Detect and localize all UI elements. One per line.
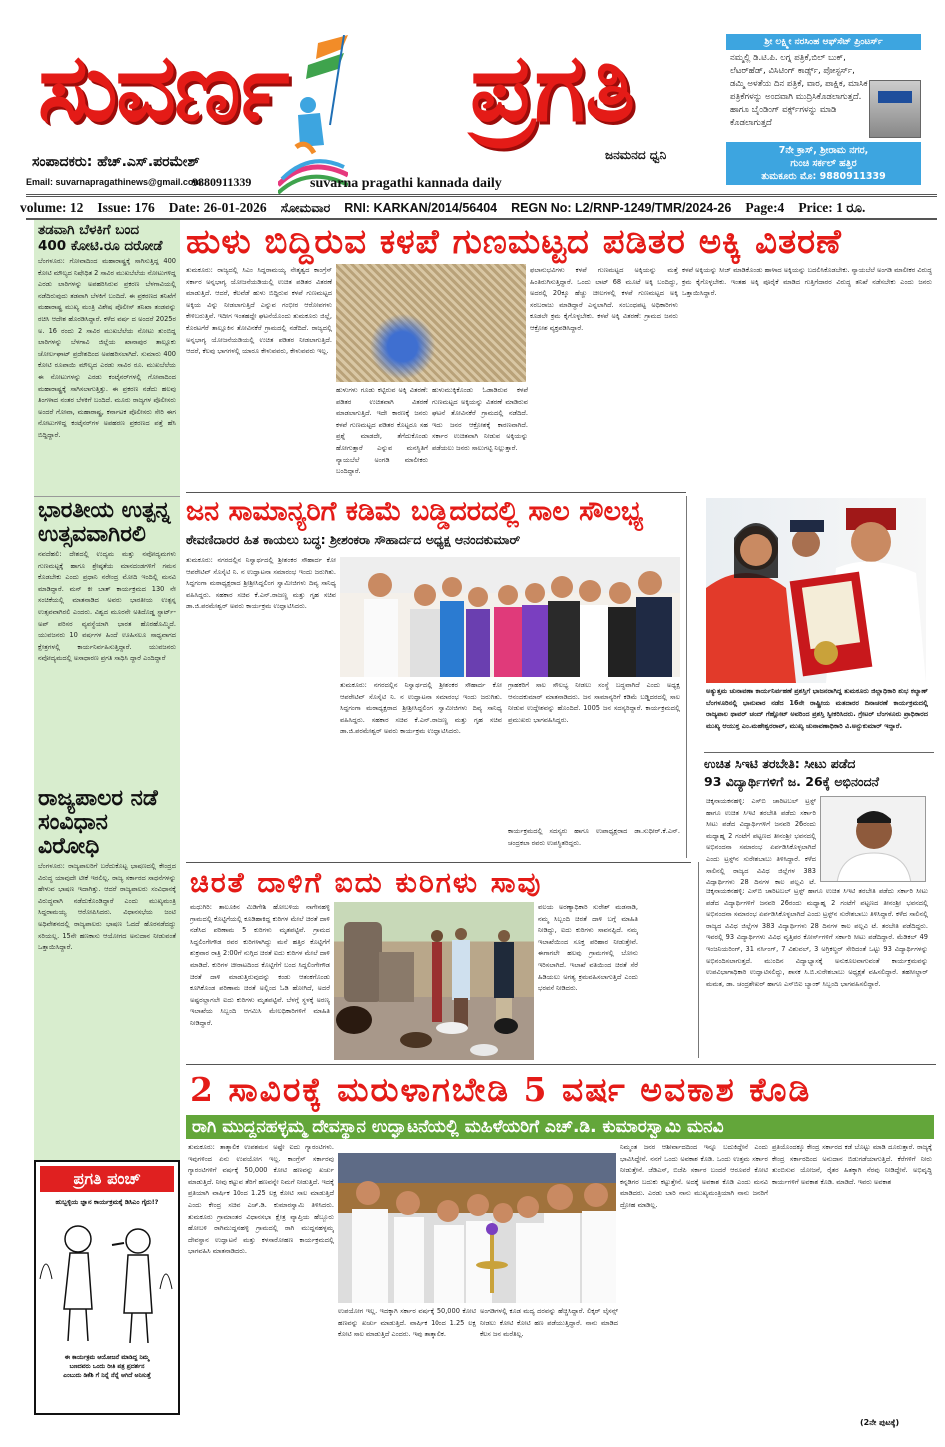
- award-ceremony-photo: [706, 498, 926, 683]
- person-portrait-photo: [820, 796, 926, 882]
- story-body: ಬೆಂಗಳೂರು: ಗೋವಾದಿಂದ ಮಹಾರಾಷ್ಟ್ರಕ್ಕೆ ಸಾಗಿಸುತ್ತಿದ್ದ 400 ಕೋಟಿ ಮೌಲ್ಯದ ನಿಷೇಧಿತ 2 ಸಾವಿರ ಮುಖಬೆಲೆಯ ನೋಟುಗಳಿದ್ದ ಎರಡು ಲಾರಿಗಳನ್ನು ಅಪಹರಿಸಿರುವ ಪ್ರಕರಣ ಬೆಳಗಾವಿಯಲ್ಲಿ ನಡೆದಿರುವುದು ತಡವಾಗಿ ಬೆಳಕಿಗೆ ಬಂದಿದೆ. ಈ ಪ್ರಕರಣದ ತನಿಖೆಗೆ ಮಹಾರಾಷ್ಟ್ರ ಮುಖ್ಯ ಮಂತ್ರಿ ವಿಶೇಷ ಪೊಲೀಸ್ ತನಿಖಾ ತಂಡವನ್ನು ರಚಿಸಿ ಆದೇಶ ಹೊರಡಿಸಿದ್ದಾರೆ. ಕಳೆದ ವರ್ಷ ದ ಅಂದರೆ 2025ರ ಅ. 16 ರಂದು 2 ಸಾವಿರ ಮುಖಬೆಲೆಯ ನೋಟು ತುಂಬಿದ್ದ ಲಾರಿಗಳನ್ನು ಬೆಳಗಾವಿ ಜಿಲ್ಲೆಯ ಖಾನಾಪುರ ತಾಲ್ಲೂಕು ಚೋರ್ಲಘಾಟ್ ಪ್ರದೇಶದಿಂದ ಅಪಹರಿಸಲಾಗಿದೆ. ಸುಮಾರು 400 ಕೋಟಿ ರೂಪಾಯಿ ಮೌಲ್ಯದ ಎರಡು ಸಾವಿರ ರೂ. ಮುಖಬೆಲೆಯ ಈ ನೋಟುಗಳನ್ನು ಎರಡು ಕಂಟೈನರ್‌ಗಳಲ್ಲಿ ಗೋವಾದಿಂದ ಮಹಾರಾಷ್ಟ್ರಕ್ಕೆ ಸಾಗಿಸಲಾಗುತ್ತಿತ್ತು. ಈ ಪ್ರಕರಣ ನಡೆದು ಹಲವು ತಿಂಗಳಾದ ನಂತರ ಬೆಳಕಿಗೆ ಬಂದಿದೆ. ಮೂರು ರಾಜ್ಯಗಳ ಪೊಲೀಸರು ಅಂದರೆ ಗೋವಾ, ಮಹಾರಾಷ್ಟ್ರ, ಕರ್ನಾಟಕ ಪೊಲೀಸರು ಸೇರಿ ಈಗ ನೋಟುಗಳಿದ್ದ ಕಂಟೈನರ್‌ಗಳ ಅಪಹರಣ ಪ್ರಕರಣದ ಪತ್ತೆ ಹೆಸಿ ಬಿದ್ದಿದ್ದಾರೆ.: [38, 257, 176, 439]
- loan-story-column: ಕಾರ್ಯಕ್ರಮದಲ್ಲಿ ಸದಸ್ಯರು ಹಾಗೂ ಉಪಾಧ್ಯಕ್ಷರಾದ ಡಾ.ಸುಧೀರ್.ಕೆ.ಎನ್. ಚಂದ್ರಕಲಾ ರವರು ಉಪಸ್ಥಿತರಿದ್ದರು.: [508, 827, 680, 847]
- weekday: ಸೋಮವಾರ: [280, 200, 331, 215]
- story-headline: [34, 785, 180, 861]
- cartoon-title: ಪ್ರಗತಿ ಪಂಚ್: [40, 1166, 174, 1192]
- pragati-punch-cartoon: [34, 1160, 180, 1415]
- issue-date: Date: 26-01-2026: [168, 200, 267, 215]
- printer-advertisement: [726, 34, 921, 196]
- issue-number: Issue: 176: [97, 200, 155, 215]
- award-caption: ಅತ್ಯುತ್ತಮ ಚುನಾವಣಾ ಕಾರ್ಯನಿರ್ವಹಣೆ ಪ್ರಶಸ್ತಿಗೆ ಭಾಜನರಾಗಿದ್ದ ತುಮಕೂರು ಜಿಲ್ಲಾಧಿಕಾರಿ ಶುಭ ಕಲ್ಯಾಣ್ ಬೆಂಗಳೂರಿನಲ್ಲಿ ಭಾನುವಾರ ನಡೆದ 16ನೇ ರಾಷ್ಟ್ರೀಯ ಮತದಾರರ ದಿನಾಚರಣೆ ಕಾರ್ಯಕ್ರಮದಲ್ಲಿ ರಾಜ್ಯಪಾಲ ಥಾವರ್ ಚಂದ್ ಗೆಹ್ಲೋಟ್ ಅವರಿಂದ ಪ್ರಶಸ್ತಿ ಸ್ವೀಕರಿಸಿದರು. ಗ್ರೇಟರ್ ಬೆಂಗಳೂರು ಪ್ರಾಧಿಕಾರದ ಮುಖ್ಯ ಆಯುಕ್ತ ಎಂ.ಮಹೇಶ್ವರರಾವ್, ಮುಖ್ಯ ಚುನಾವಣಾಧಿಕಾರಿ ವಿ.ಅನ್ಬುಕುಮಾರ್ ಇದ್ದಾರೆ.: [706, 687, 928, 730]
- hdk-story-column: ಅಂಗಡಿಗಳಲ್ಲಿ ಕೂಡ ಮದ್ಯ ದರವನ್ನು ಹೆಚ್ಚಿಸಿದ್ದಾರೆ. ಲಿಕ್ಕರ್ ಲೈಸನ್ಸ್ ನೀಡಲು ಕೋಟಿ ಕೋಟಿ ಹಣ ಪಡೆಯುತ್ತಿದ್ದಾರೆ. ನಾನು ಮಾಡಿದ ಕೆಲಸ ಜನ ಮರೆತಿಲ್ಲ.: [480, 1307, 618, 1339]
- headline-line: ಉತ್ಸವವಾಗಿರಲಿ: [38, 522, 146, 547]
- rni-number: RNI: KARKAN/2014/56404: [344, 201, 498, 215]
- leopard-story-column: ಮಧುಗಿರಿ: ತಾಲೂಕಿನ ಮಿಡಿಗೇಶಿ ಹೋಬಳಿಯ ನಾಗೇನಹಳ್ಳಿ ಗ್ರಾಮದಲ್ಲಿ ಕೊಟ್ಟಿಗೆಯಲ್ಲಿ ಕೂಡಿಹಾಕಿದ್ದ ಕುರಿಗಳ ಮೇಲೆ ಚಿರತೆ ದಾಳಿ ನಡೆಸಿದ ಪರಿಣಾಮ 5 ಕುರಿಗಳು ಮೃತಪಟ್ಟಿವೆ. ಗ್ರಾಮದ ಸಿದ್ದಲಿಂಗೇಗೌಡ ರವರ ಕುರಿಗಳಾಗಿದ್ದು ಮನೆ ಹತ್ತಿರ ಕೊಟ್ಟಿಗೆಗೆ ಶುಕ್ರವಾರ ರಾತ್ರಿ 2:00ಗೆ ನುಗ್ಗಿದ ಚಿರತೆ ಐದು ಕುರಿಗಳ ಮೇಲೆ ದಾಳಿ ಮಾಡಿದೆ. ಕುರಿಗಳ ಚೀರಾಟದಿಂದ ಕೊಟ್ಟಿಗೆಗೆ ಬಂದ ಸಿದ್ದಲಿಂಗೇಗೌಡ ಚಿರತೆ ದಾಳಿ ಮಾಡುತ್ತಿರುವುದನ್ನು ಕಂಡು ಆತಂಕಗೊಂಡು ಕೂಗಿಕೊಂಡ ಪರಿಣಾಮ ಚಿರತೆ ಅಲ್ಲಿಂದ ಓಡಿ ಹೋಗಿದೆ, ಅದರೆ ಅಷ್ಟರಲ್ಲಾಗಲೇ ಐದು ಕುರಿಗಳು ಮೃತಪಟ್ಟಿವೆ. ಬೆಳಗ್ಗೆ ಸ್ಥಳಕ್ಕೆ ಅರಣ್ಯ ಇಲಾಖೆಯ ಸಿಬ್ಬಂದಿ ಆಗಮಿಸಿ ಮೇಲಧಿಕಾರಿಗಳಿಗೆ ಮಾಹಿತಿ ನೀಡಿದ್ದಾರೆ.: [190, 903, 330, 1027]
- cartoon-caption-top: ಹುಬ್ಬಳ್ಳಿಯ ಜ್ಞಾನ ಕಾರ್ಯಕ್ರಮಕ್ಕೆ ಡಿಸಿಎಂ ಗೈರು!?: [55, 1198, 159, 1206]
- phone-number: 9880911339: [192, 175, 252, 189]
- headline-line: ಸಂವಿಧಾನ ವಿರೋಧಿ: [38, 810, 108, 859]
- story-headline: [34, 496, 180, 549]
- story-headline: [34, 220, 180, 256]
- masthead-tagline: ಜನಮನದ ಧ್ವನಿ: [605, 148, 667, 162]
- leopard-attack-photo: [334, 902, 534, 1060]
- lead-headline: ಹುಳು ಬಿದ್ದಿರುವ ಕಳಪೆ ಗುಣಮಟ್ಟದ ಪಡಿತರ ಅಕ್ಕಿ ವಿತರಣೆ: [186, 222, 842, 262]
- email-address[interactable]: Email: suvarnapragathinews@gmail.com: [26, 177, 202, 187]
- editor-name: ಸಂಪಾದಕರು: ಹೆಚ್.ಎಸ್.ಪರಮೇಶ್: [32, 154, 200, 170]
- hdk-story-column: ತುಮಕೂರು: ತಾತ್ಕಾಲಿಕ ಉಪಶಮನ ಅಷ್ಟೇ ಐದು ಗ್ಯಾರಂಟಿಗಳು. ಇವುಗಳಿಂದ ಏನು ಉಪಯೋಗ ಇಲ್ಲ. ಕಾಂಗ್ರೆಸ್ ಸರ್ಕಾರವು ಗ್ಯಾರಂಟಿಗಳಿಗೆ ವರ್ಷಕ್ಕೆ 50,000 ಕೋಟಿ ಹಣವನ್ನು ಖರ್ಚು ಮಾಡುತ್ತಿದೆ. ನೀವು ಕಟ್ಟುವ ತೆರಿಗೆ ಹಣವನ್ನೇ ನಿಮಗೆ ನೀಡುತ್ತಿದೆ. ಇದಕ್ಕೆ ಪ್ರತಿಯಾಗಿ ವಾರ್ಷಿಕ 10ಂದ 1.25 ಲಕ್ಷ ಕೋಟಿ ಸಾಲ ಮಾಡುತ್ತಿದೆ ಎಂದು ಕೇಂದ್ರ ಸಚಿವ ಎಚ್.ಡಿ. ಕುಮಾರಸ್ವಾಮಿ ತಿಳಿಸಿದರು. ತುಮಕೂರು ಗ್ರಾಮಾಂತರ ವಿಧಾನಸಭಾ ಕ್ಷೇತ್ರ ವ್ಯಾಪ್ತಿಯ ಹೆಬ್ಬೂರು ಹೋಬಳಿ ರಾಗಿಮುದ್ದನಹಳ್ಳಿ ಗ್ರಾಮದಲ್ಲಿ ರಾಗಿ ಮುದ್ದನಹಳ್ಳಮ್ಮ ದೇವಸ್ಥಾನ ಉದ್ಘಾಟನೆ ಮತ್ತು ಕಳಸಾರೋಹಣ ಕಾರ್ಯಕ್ರಮದಲ್ಲಿ ಭಾಗವಹಿಸಿ ಮಾತನಾಡಿದರು.: [188, 1143, 334, 1256]
- volume: volume: 12: [20, 200, 84, 215]
- lamp-lighting-icon: [338, 1153, 616, 1303]
- group-people-icon: [340, 557, 680, 677]
- continued-on-page: (2ನೇ ಪುಟಕ್ಕೆ): [860, 1418, 900, 1427]
- temple-inauguration-photo: [338, 1153, 616, 1303]
- section-divider: [186, 492, 686, 493]
- regn-number: REGN No: L2/RNP-1249/TMR/2024-26: [511, 201, 732, 215]
- photo-caption: ಹುಳುಗಳು ಗೂಡು ಕಟ್ಟಿರುವ ಅಕ್ಕಿ ವಿತರಣೆ: ಪಡಿತರ ಉಚಿತವಾಗಿ ವಿತರಣೆ ಮಾಡಲಾಗುತ್ತಿದೆ. ಇದೇ ಕಾರಣಕ್ಕೆ ಜನರು ಕಳಪೆ ಗುಣಮಟ್ಟದ ಪಡಿತರ ಕೊಟ್ಟರೂ ಸಹ ಪ್ರಶ್ನೆ ಮಾಡದೇ, ತೆಗೆದುಕೊಂಡು ಹೋಗುತ್ತಾರೆ ಎನ್ನುವ ಮನಸ್ಥಿತಿಗೆ ನ್ಯಾಯಬೆಲೆ ಅಂಗಡಿ ಮಾಲೀಕರು ಬಂದಿದ್ದಾರೆ.: [336, 386, 428, 476]
- flag-runner-logo-icon: [278, 35, 348, 195]
- price: Price: 1 ರೂ.: [798, 200, 866, 215]
- loan-story-column: ತುಮಕೂರು: ನಗರದಲ್ಲಿನ ನಿಸ್ವಾರ್ಥದಲ್ಲಿ ಶ್ರೀಶಂಕರ ಸೌಹಾರ್ದ ಕೋ ಆಪರೇಟಿವ್ ಸೊಸೈಟಿ ನಿ. ನ ಉದ್ಘಾಟನಾ ಸಮಾರಂಭ ಇಂದು ಜರುಗಿತು. ಸಿದ್ದಗಂಗಾ ಮಠಾಧ್ಯಕ್ಷರಾದ ಶ್ರೀಶ್ರೀಸಿದ್ದಲಿಂಗ ಸ್ವಾಮೀಜಿಗಳು ದಿವ್ಯ ಸಾನಿಧ್ಯ ವಹಿಸಿದ್ದರು. ಸಹಕಾರ ಸಚಿವ ಕೆ.ಎನ್.ರಾಜಣ್ಣ ಮತ್ತು ಗೃಹ ಸಚಿವ ಡಾ.ಜಿ.ಪರಮೇಶ್ವರ್ ಅವರು ಕಾರ್ಯಕ್ರಮ ಉದ್ಘಾಟಿಸಿದರು.: [340, 681, 502, 736]
- award-presentation-icon: [706, 498, 926, 683]
- loan-story-column: ಗ್ರಾಹಕರಿಗೆ ಸಾಲ ಸೌಲಭ್ಯ ನೀಡಲು ಸಂಸ್ಥೆ ಬದ್ಧವಾಗಿದೆ ಎಂದು ಅಧ್ಯಕ್ಷ ಆನಂದಕುಮಾರ್ ಮಾತನಾಡಿದರು. ಜನ ಸಾಮಾನ್ಯರಿಗೆ ಕಡಿಮೆ ಬಡ್ಡಿದರದಲ್ಲಿ ಸಾಲ ನೀಡುವ ಉದ್ದೇಶವನ್ನು ಹೊಂದಿದೆ. 1005 ಜನ ಸದಸ್ಯರಿದ್ದಾರೆ. ಕಾರ್ಯಕ್ರಮದಲ್ಲಿ ಪ್ರಮುಖರು ಭಾಗವಹಿಸಿದ್ದರು.: [508, 681, 680, 724]
- ad-body-text: ನಮ್ಮಲ್ಲಿ ಡಿ.ಟಿ.ಪಿ. ಲಗ್ನ ಪತ್ರಿಕೆ,ಬಿಲ್ ಬುಕ್, ಲೆಟರ್‌ಹೆಡ್, ವಿಸಿಟಿಂಗ್ ಕಾರ್ಡ್ಸ್, ಪೋಸ್ಟರ್ಸ್, ಡಮ್ಮಿ ಅಳತೆಯ ದಿನ ಪತ್ರಿಕೆ, ವಾರ, ಪಾಕ್ಷಿಕ, ಮಾಸಿಕ ಪತ್ರಿಕೆಗಳನ್ನು ಅಂದವಾಗಿ ಮುದ್ರಿಸಿಕೊಡಲಾಗುತ್ತದೆ. ಹಾಗೂ ಬೈಂಡಿಂಗ್ ವರ್ಕ್ಸ್‌ಗಳನ್ನು ಮಾಡಿ ಕೊಡಲಾಗುತ್ತದೆ: [730, 53, 868, 128]
- loan-story-column: ತುಮಕೂರು: ನಗರದಲ್ಲಿನ ನಿಸ್ವಾರ್ಥದಲ್ಲಿ ಶ್ರೀಶಂಕರ ಸೌಹಾರ್ದ ಕೋ ಆಪರೇಟಿವ್ ಸೊಸೈಟಿ ನಿ. ನ ಉದ್ಘಾಟನಾ ಸಮಾರಂಭ ಇಂದು ಜರುಗಿತು. ಸಿದ್ದಗಂಗಾ ಮಠಾಧ್ಯಕ್ಷರಾದ ಶ್ರೀಶ್ರೀಸಿದ್ದಲಿಂಗ ಸ್ವಾಮೀಜಿಗಳು ದಿವ್ಯ ಸಾನಿಧ್ಯ ವಹಿಸಿದ್ದರು. ಸಹಕಾರ ಸಚಿವ ಕೆ.ಎನ್.ರಾಜಣ್ಣ ಮತ್ತು ಗೃಹ ಸಚಿವ ಡಾ.ಜಿ.ಪರಮೇಶ್ವರ್ ಅವರು ಕಾರ್ಯಕ್ರಮ ಉದ್ಘಾಟಿಸಿದರು.: [186, 556, 336, 611]
- leopard-story-column: ವಲಯ ಅರಣ್ಯಾಧಿಕಾರಿ ಸುರೇಶ್ ಮಡನಾಡಿ, ನಮ್ಮ ಸಿಬ್ಬಂದಿ ಚಿರತೆ ದಾಳಿ ಬಗ್ಗೆ ಮಾಹಿತಿ ನೀಡಿದ್ದು, ಐದು ಕುರಿಗಳು ಸಾವನಪ್ಪಿದೆ. ನಮ್ಮ ಇಲಾಖೆಯಿಂದ ಸೂಕ್ತ ಪರಿಹಾರ ನೀಡುತ್ತೇವೆ. ಈಗಾಗಲೇ ಹಲವು ಗ್ರಾಮಗಳಲ್ಲಿ ಬೋನು ಇರಿಸಲಾಗಿದೆ. ಇಲಾಖೆ ವತಿಯಿಂದ ಚಿರತೆ ಸೆರೆ ಹಿಡಿಯಲು ಅಗತ್ಯ ಕ್ರಮವಹಿಸಲಾಗುತ್ತಿದೆ ಎಂದು ಭರವಸೆ ನೀಡಿದರು.: [538, 903, 638, 993]
- sheep-carcasses-icon: [334, 902, 534, 1060]
- headline-line: 93 ವಿದ್ಯಾರ್ಥಿಗಳಿಗೆ ಜ. 26ಕ್ಕೆ ಅಭಿನಂದನೆ: [704, 774, 879, 789]
- english-tagline: suvarna pragathi kannada daily: [310, 176, 502, 191]
- lead-story-column: ಫಲಾನುಭವಿಗಳು ಕಳಪೆ ಗುಣಮಟ್ಟದ ಅಕ್ಕಿಯನ್ನು ಮತ್ತೆ ಹಿಂತಿರುಗಿಸುತ್ತಿದ್ದಾರೆ. ಒಂದು ಲಾಟ್ 68 ಮೂಟೆ ಅಕ್ಕಿ ಬಂದಿದ್ದು, ಅದರಲ್ಲಿ 20ಕ್ಕೂ ಹೆಚ್ಚು ಚೀಲಗಳಲ್ಲಿ ಕಳಪೆ ಗುಣಮಟ್ಟದ ಅಕ್ಕಿ ಸರಬರಾಜು ಮಾಡಿದ್ದಾರೆ ಎನ್ನಲಾಗಿದೆ. ಸಂಬಂಧಪಟ್ಟ ಅಧಿಕಾರಿಗಳು ಕೂಡಲೇ ಕ್ರಮ ಕೈಗೊಳ್ಳಬೇಕು. ಕಳಪೆ ಅಕ್ಕಿ ವಿತರಣೆ: ಗ್ರಾಮದ ಜನರು ಆಕ್ರೋಶ ವ್ಯಕ್ತಪಡಿಸಿದ್ದಾರೆ.: [530, 266, 678, 332]
- cet-story-column: ಚಿಕ್ಕನಾಯಕನಹಳ್ಳಿ: ಎಸ್‌ಬಿ ಚಾರಿಟಬಲ್ ಟ್ರಸ್ಟ್ ಹಾಗೂ ಉಚಿತ ಸಿಇಟಿ ತರಬೇತಿ ಪಡೆದು ಸರ್ಕಾರಿ ಸೀಟು ಪಡೆದ ವಿದ್ಯಾರ್ಥಿಗಳಿಗೆ ಜನವರಿ 26ರಂದು ಮಧ್ಯಾಹ್ನ 2 ಗಂಟೆಗೆ ಪಟ್ಟಣದ ತೀನಂಶ್ರೀ ಭವನದಲ್ಲಿ ಅಭಿನಂದನಾ ಸಮಾರಂಭ ಏರ್ಪಡಿಸಿಕೊಳ್ಳಲಾಗಿದೆ ಎಂದು ಟ್ರಸ್ಟ್‌ನ ಸುರೇಶಬಾಬು ತಿಳಿಸಿದ್ದಾರೆ. ಕಳೆದ ಸಾಲಿನಲ್ಲಿ ರಾಜ್ಯದ ವಿವಿಧ ಜಿಲ್ಲೆಗಳ 383 ವಿದ್ಯಾರ್ಥಿಗಳು 28 ದಿನಗಳ ಕಾಲ ಪಲ್ಲವಿ ಟೆ. ತರಬೇತಿ ಪಡೆದಿದ್ದರು. ಇವರಲ್ಲಿ 93 ವಿದ್ಯಾರ್ಥಿಗಳು ವಿವಿಧ ವೃತ್ತಿಪರ ಕೋರ್ಸ್‌ಗಳಿಗೆ ಸರ್ಕಾರಿ ಸೀಟು ಪಡೆದಿದ್ದಾರೆ. ಮೆಡಿಕಲ್ 49 ಇಂಜನಿಯರಿಂಗ್, 31 ನರ್ಸಿಂಗ್, 7 ವಿಶುವಲ್, 3 ಅಗ್ರಿಕಲ್ಚರ್ ಸೇರಿದಂತೆ ಒಟ್ಟು 93 ವಿದ್ಯಾರ್ಥಿಗಳನ್ನು ಅಭಿನಂದಿಸಲಾಗುತ್ತದೆ. ಮುಂದಿನ ವಿದ್ಯಾಭ್ಯಾಸಕ್ಕೆ ಅನುಕೂಲವಾಗುವಂತೆ ಕಾರ್ಯಕ್ರಮವನ್ನು ಉಪವಿಭಾಗಾಧಿಕಾರಿ ಉದ್ಘಾಟಿಸಲಿದ್ದು, ಶಾಸಕ ಸಿ.ಬಿ.ಸುರೇಶಬಾಬು ಅಧ್ಯಕ್ಷತೆ ವಹಿಸಲಿದ್ದಾರೆ. ತಹಸೀಲ್ದಾರ್ ಮಮತ, ಡಾ. ಚಂದ್ರಶೇಖರ್ ಹಾಗೂ ಎಸ್‌ಬಿಐ ಬ್ಯಾಂಕ್ ಸಿಬ್ಬಂದಿ ಭಾಗವಹಿಸಲಿದ್ದಾರೆ.: [706, 887, 928, 988]
- cartoon-drawing-icon: [36, 1209, 176, 1349]
- ad-address-line: ತುಮಕೂರು ಮೊ: 9880911339: [761, 171, 886, 182]
- hdk-story-column: ನಿಮ್ಮಂತ ಜನರ ಆಶೀರ್ವಾದದಿಂದ ಇನ್ನೂ ಬದುಕಿದ್ದೇನೆ ಎಂದು ಭಾವಿಸಿದ್ದೇನೆ. ನನಗೆ ಒಂದು ಅವಕಾಶ ಕೊಡಿ. ಒಂದು ಉತ್ತಮ ಸರ್ಕಾರ ನೀಡುತ್ತೇನೆ. ಜೆಡಿಎಸ್, ಬಿಜೆಪಿ ಸರ್ಕಾರ ಬಂದರೆ ಆರೂವರೆ ಕೋಟಿ ಕನ್ನಡಿಗರ ಬದುಕು ಕಟ್ಟುತ್ತೇನೆ. ಅದಕ್ಕೆ ಅವಕಾಶ ಕೊಡಿ ಎಂದು ಮನವಿ ಮಾಡಿದರು. ಎರಡು ಬಾರಿ ನಾನು ಮುಖ್ಯಮಂತ್ರಿಯಾಗಿ ನಾನು ಜನರಿಗೆ ದ್ರೋಹ ಮಾಡಿಲ್ಲ.: [620, 1143, 768, 1209]
- lead-story-column: ತುಮಕೂರು: ರಾಜ್ಯದಲ್ಲಿ ಸಿಎಂ ಸಿದ್ದರಾಮಯ್ಯ ನೇತೃತ್ವದ ಕಾಂಗ್ರೆಸ್ ಸರ್ಕಾರ ಅನ್ನಭಾಗ್ಯ ಯೋಜನೆಯಡಿಯಲ್ಲಿ ಉಚಿತ ಪಡಿತರ ವಿತರಣೆ ಮಾಡುತ್ತಿದೆ. ಆದರೆ, ಕೆಲವೆಡೆ ಹುಳು ಬಿದ್ದಿರುವ ಕಳಪೆ ಗುಣಮಟ್ಟದ ಅಕ್ಕಿಯ ವಿನ್ನು ನೀಡಲಾಗುತ್ತಿದೆ ಎನ್ನುವ ಗಂಭೀರ ಆರೋಪಗಳು ಕೇಳಿಬರುತ್ತಿವೆ. ಇದೀಗ ಇಂತಹದ್ದೇ ಘಟನೆಯೊಂದು ತುಮಕೂರು ಜಿಲ್ಲೆ, ಕೊರಟಗೆರೆ ತಾಲ್ಲೂಕಿನ ತೋವಿನಕೆರೆ ಗ್ರಾಮದಲ್ಲಿ ನಡೆದಿದೆ. ರಾಜ್ಯದಲ್ಲಿ ಅನ್ನಭಾಗ್ಯ ಯೋಜನೆಯಡಿಯಲ್ಲಿ ಉಚಿತ ಪಡಿತರ ನೀಡಲಾಗುತ್ತಿದೆ. ಆದರೆ, ಕೆಲವು ಭಾಗಗಳಲ್ಲಿ ಯಾರೂ ಕೇಳುವವರು, ಕೇಳುವವರು ಇಲ್ಲ.: [186, 266, 332, 356]
- hdk-story-column: ಪ್ರತಿಯೊಂದಕ್ಕೂ ಕೇಂದ್ರ ಸರ್ಕಾರದ ಕಡೆ ಬೊಟ್ಟು ಮಾಡಿ ದೂರುತ್ತಾರೆ. ರಾಜ್ಯಕ್ಕೆ ಕೇಂದ್ರ ಸರ್ಕಾರದಿಂದ ಅನುದಾನ ಬಿಡುಗಡೆಯಾಗುತ್ತಿದೆ. ಕೆರೆಗಳಿಗೆ ನೀರು ತುಂಬಿಸುವ ಯೋಜನೆ, ರೈತರ ಹಿತಕ್ಕಾಗಿ ನೆರವು ನೀಡಿದ್ದೇನೆ. ಅಭಿವೃದ್ಧಿ ಕಾರ್ಯಗಳಿಗೆ ಅವಕಾಶ ಕೊಡಿ. ಮಾಡಿದೆ. ಇವರು ಅವಕಾಶ: [772, 1143, 932, 1186]
- section-divider: [186, 1064, 936, 1065]
- headline-line: ತಡವಾಗಿ ಬೆಳಕಿಗೆ ಬಂದ: [38, 222, 140, 238]
- leopard-headline: ಚಿರತೆ ದಾಳಿಗೆ ಐದು ಕುರಿಗಳು ಸಾವು: [190, 866, 543, 899]
- cet-story-column: ಚಿಕ್ಕನಾಯಕನಹಳ್ಳಿ: ಎಸ್‌ಬಿ ಚಾರಿಟಬಲ್ ಟ್ರಸ್ಟ್ ಹಾಗೂ ಉಚಿತ ಸಿಇಟಿ ತರಬೇತಿ ಪಡೆದು ಸರ್ಕಾರಿ ಸೀಟು ಪಡೆದ ವಿದ್ಯಾರ್ಥಿಗಳಿಗೆ ಜನವರಿ 26ರಂದು ಮಧ್ಯಾಹ್ನ 2 ಗಂಟೆಗೆ ಪಟ್ಟಣದ ತೀನಂಶ್ರೀ ಭವನದಲ್ಲಿ ಅಭಿನಂದನಾ ಸಮಾರಂಭ ಏರ್ಪಡಿಸಿಕೊಳ್ಳಲಾಗಿದೆ ಎಂದು ಟ್ರಸ್ಟ್‌ನ ಸುರೇಶಬಾಬು ತಿಳಿಸಿದ್ದಾರೆ. ಕಳೆದ ಸಾಲಿನಲ್ಲಿ ರಾಜ್ಯದ ವಿವಿಧ ಜಿಲ್ಲೆಗಳ 383 ವಿದ್ಯಾರ್ಥಿಗಳು 28 ದಿನಗಳ ಕಾಲ ಪಲ್ಲವಿ ಟೆ.: [706, 797, 816, 886]
- hdk-headline: 2 ಸಾವಿರಕ್ಕೆ ಮರುಳಾಗಬೇಡಿ 5 ವರ್ಷ ಅವಕಾಶ ಕೊಡಿ: [190, 1070, 812, 1109]
- column-divider: [698, 862, 699, 1058]
- rice-sack-photo: [336, 264, 526, 382]
- lead-story-column: ಕಳಪೆ ಅಕ್ಕಿಯನ್ನು ಸೀಜ್ ಮಾಡಿಕೊಂಡು ಹಾಳಾದ ಅಕ್ಕಿಯನ್ನು ಬದಲಿಸಿಕೊಡಬೇಕು. ನ್ಯಾಯಬೆಲೆ ಅಂಗಡಿ ಮಾಲೀಕರ ವಿರುದ್ಧ ಕ್ರಮ ಕೈಗೊಳ್ಳಬೇಕು. ಇಂತಹ ಅಕ್ಕಿ ಪೂರೈಕೆ ಮಾಡಿದ ಗುತ್ತಿಗೆದಾರರ ವಿರುದ್ಧ ತನಿಖೆ ನಡೆಸಬೇಕು ಎಂದು ಜನರು ಒತ್ತಾಯಿಸಿದ್ದಾರೆ.: [682, 266, 932, 298]
- headline-line: 400 ಕೋಟಿ.ರೂ ದರೋಡೆ: [38, 238, 163, 254]
- story-body: ಬೆಂಗಳೂರು: ರಾಜ್ಯಪಾಲರಿಗೆ ಬರೆದುಕೊಟ್ಟ ಭಾಷಣದಲ್ಲಿ ಕೇಂದ್ರದ ವಿರುದ್ಧ ಯಾವುದೇ ಟೀಕೆ ಇರಲಿಲ್ಲ. ರಾಜ್ಯ ಸರ್ಕಾರದ ಸಾಧನೆಗಳನ್ನು ಹೇಳುವ ಭಾಷಣ ಇದಾಗಿತ್ತು. ಆದರೆ ರಾಜ್ಯಪಾಲರು ಸಂವಿಧಾನಕ್ಕೆ ವಿರುದ್ಧವಾಗಿ ನಡೆದುಕೊಂಡಿದ್ದಾರೆ ಎಂದು ಮುಖ್ಯಮಂತ್ರಿ ಸಿದ್ದರಾಮಯ್ಯ ಆರೋಪಿಸಿದರು. ವಿಧಾನಸಭೆಯ ಜಂಟಿ ಅಧಿವೇಶನದಲ್ಲಿ ರಾಜ್ಯಪಾಲರು ಭಾಷಣ ಓದದೆ ಹೊರನಡೆದದ್ದು ಸರಿಯಲ್ಲ. 15ನೇ ಹಣಕಾಸು ಆಯೋಗದ ಅನುದಾನ ನೀಡುವಂತೆ ಒತ್ತಾಯಿಸಿದ್ದಾರೆ.: [38, 862, 176, 952]
- loan-headline: ಜನ ಸಾಮಾನ್ಯರಿಗೆ ಕಡಿಮೆ ಬಡ್ಡಿದರದಲ್ಲಿ ಸಾಲ ಸೌಲಭ್ಯ: [186, 496, 644, 527]
- cartoon-caption-bottom: ಈ ಕಾರ್ಯಕ್ರಮ ಆಯೋಜನೆ ಮಾಡಿದ್ದ ನಿಮ್ಮ ಬಣದವರು ಒಂದು ರೀತಿ ಪತ್ರ ಪ್ರದರ್ಶನ ಎಂಬುದು ಡಿಕೆಶಿ ಗೆ ನಿನ್ನೆ ನೆನ್ನೆ ಆಗಿದೆ ಅನಿಸುತ್ತೆ: [63, 1354, 151, 1379]
- headline-line: ಉಚಿತ ಸಿಇಟಿ ತರಬೇತಿ: ಸೀಟು ಪಡೆದ: [704, 756, 856, 771]
- loan-event-group-photo: [340, 557, 680, 677]
- hdk-subheadline: ರಾಗಿ ಮುದ್ದನಹಳ್ಳಮ್ಮ ದೇವಸ್ಥಾನ ಉದ್ಘಾಟನೆಯಲ್ಲಿ ಮಹಿಳೆಯರಿಗೆ ಎಚ್.ಡಿ. ಕುಮಾರಸ್ವಾಮಿ ಮನವಿ: [186, 1115, 934, 1139]
- ad-address-line: ಗುಂಚಿ ಸರ್ಕಲ್ ಹತ್ತಿರ: [790, 158, 857, 169]
- page-number: Page:4: [745, 200, 785, 215]
- masthead-title-right: ಪ್ರಗತಿ: [470, 34, 636, 143]
- ad-title: ಶ್ರೀ ಲಕ್ಷ್ಮೀ ನರಸಿಂಹ ಆಫ್‌ಸೆಟ್ ಪ್ರಿಂಟರ್ಸ್: [726, 34, 921, 50]
- loan-subheadline: ಠೇವಣಿದಾರರ ಹಿತ ಕಾಯಲು ಬದ್ಧ: ಶ್ರೀಶಂಕರಾ ಸೌಹಾರ್ದದ ಅಧ್ಯಕ್ಷ ಆನಂದಕುಮಾರ್: [186, 532, 521, 547]
- issue-info-bar: [20, 198, 935, 218]
- column-divider: [686, 496, 687, 858]
- person-icon: [821, 797, 926, 882]
- masthead-title-left: ಸುವರ್ಣ: [38, 34, 288, 143]
- ad-address: [726, 142, 921, 185]
- masthead-divider: [26, 194, 937, 197]
- cet-headline: [704, 752, 934, 791]
- ad-address-line: 7ನೇ ಕ್ರಾಸ್, ಶ್ರೀರಾಮ ನಗರ,: [778, 145, 869, 156]
- hdk-story-column: ಉಪಯೋಗ ಇಲ್ಲ. ಇದಕ್ಕಾಗಿ ಸರ್ಕಾರ ವರ್ಷಕ್ಕೆ 50,000 ಕೋಟಿ ಹಣವನ್ನು ಖರ್ಚು ಮಾಡುತ್ತಿದೆ. ವಾರ್ಷಿಕ 10ಂದ 1.25 ಲಕ್ಷ ಕೋಟಿ ಸಾಲ ಮಾಡುತ್ತಿದೆ ಎಂದರು. ಇವು ತಾತ್ಕಾಲಿಕ.: [338, 1307, 476, 1339]
- section-divider: [186, 862, 691, 863]
- headline-line: ಭಾರತೀಯ ಉತ್ಪನ್ನ: [38, 498, 171, 523]
- lead-story-column: ಹುಳುಮುಕ್ಕಿಕೊಂಡು ಓಡಾಡಿರುವ ಕಳಪೆ ಗುಣಮಟ್ಟದ ಅಕ್ಕಿಯನ್ನು ವಿತರಣೆ ಮಾಡಿರುವ ಘಟನೆ ತೋವಿನಕೆರೆ ಗ್ರಾಮದಲ್ಲಿ ನಡೆದಿದೆ. ಇದು ಜನರ ಆಕ್ರೋಶಕ್ಕೆ ಕಾರಣವಾಗಿದೆ. ಸರ್ಕಾರ ಉಚಿತವಾಗಿ ನೀಡುವ ಅಕ್ಕಿಯನ್ನು ಪಡೆಯಲು ಜನರು ಸಾಲುಗಟ್ಟಿ ನಿಲ್ಲುತ್ತಾರೆ.: [432, 386, 528, 452]
- story-body: ನವದೆಹಲಿ: ದೇಶದಲ್ಲಿ ಉದ್ಯಮ ಮತ್ತು ನವೋದ್ಯಮಗಳು ಗುಣಮಟ್ಟಕ್ಕೆ ಹಾಗೂ ಶ್ರೇಷ್ಠತೆಯ ಮಾನದಂಡಗಳಿಗೆ ಗಮನ ಕೊಡಬೇಕು ಎಂದು ಪ್ರಧಾನಿ ನರೇಂದ್ರ ಮೋದಿ ಇಂದಿಲ್ಲಿ ಮನವಿ ಮಾಡಿದ್ದಾರೆ. ಮನ್ ಕೀ ಬಾತ್ ಕಾರ್ಯಕ್ರಮದ 130 ನೇ ಸಂಚಿಕೆಯಲ್ಲಿ ಮಾತನಾಡಿದ ಅವರು ಭಾರತೀಯ ಉತ್ಪನ್ನ ಉತ್ಸವವಾಗಿರಲಿ ಎಂದರು. ವಿಶ್ವದ ಮೂರನೇ ಅತಿದೊಡ್ಡ ಸ್ಟಾರ್ಟ್-ಅಪ್ ಪರಿಸರ ವ್ಯವಸ್ಥೆಯಾಗಿ ಭಾರತ ಹೊರಹೊಮ್ಮಿದೆ. ಯುವಜನರು 10 ವರ್ಷಗಳ ಹಿಂದೆ ಊಹಿಸಲೂ ಸಾಧ್ಯವಾಗದ ಕ್ಷೇತ್ರಗಳಲ್ಲಿ ಕಾರ್ಯನಿರ್ವಹಿಸುತ್ತಿದ್ದಾರೆ. ಯುವಜನರು ನವೋದ್ಯಮದಲ್ಲಿ ಅಸಾಧಾರಣ ಪ್ರಗತಿ ಸಾಧಿಸಿ ದ್ದಾರೆ ಎಂದಿದ್ದಾರೆ: [38, 550, 176, 663]
- headline-line: ರಾಜ್ಯಪಾಲರ ನಡೆ: [38, 786, 158, 811]
- printing-machine-icon: [869, 80, 921, 138]
